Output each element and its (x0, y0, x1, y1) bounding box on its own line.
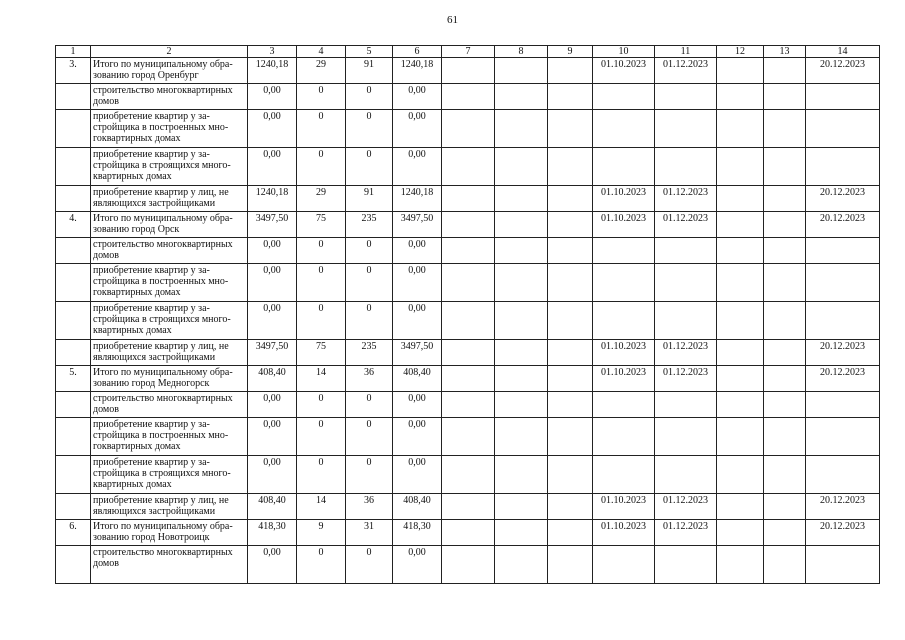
cell-c13 (764, 392, 806, 418)
table-row (56, 366, 880, 392)
cell-c9 (548, 418, 593, 456)
cell-c7 (442, 494, 495, 520)
header-row (56, 46, 880, 58)
cell-c12 (717, 418, 764, 456)
cell-c4: 14 (297, 366, 346, 392)
cell-c11 (655, 238, 717, 264)
cell-c3: 1240,18 (248, 186, 297, 212)
cell-num (56, 546, 91, 584)
cell-c10: 01.10.2023 (593, 366, 655, 392)
cell-num (56, 84, 91, 110)
cell-c3: 3497,50 (248, 212, 297, 238)
table-row (56, 340, 880, 366)
cell-c4: 0 (297, 456, 346, 494)
cell-c13 (764, 456, 806, 494)
cell-c9 (548, 340, 593, 366)
cell-desc: приобретение квартир у лиц, не являющихся застройщиками (91, 494, 248, 520)
cell-c4: 0 (297, 84, 346, 110)
cell-c10 (593, 392, 655, 418)
cell-c12 (717, 212, 764, 238)
cell-c13 (764, 494, 806, 520)
cell-num (56, 238, 91, 264)
column-header: 2 (91, 46, 248, 58)
cell-c12 (717, 264, 764, 302)
cell-c7 (442, 366, 495, 392)
cell-c6: 0,00 (393, 110, 442, 148)
cell-c7 (442, 340, 495, 366)
cell-c13 (764, 264, 806, 302)
cell-desc: Итого по муниципальному обра- зованию город Орск (91, 212, 248, 238)
cell-num (56, 302, 91, 340)
cell-desc: Итого по муниципальному обра- зованию город Новотроицк (91, 520, 248, 546)
cell-c12 (717, 58, 764, 84)
cell-c4: 0 (297, 264, 346, 302)
cell-c11 (655, 302, 717, 340)
cell-c14 (806, 110, 880, 148)
cell-c13 (764, 58, 806, 84)
cell-c6: 408,40 (393, 366, 442, 392)
cell-c14 (806, 302, 880, 340)
cell-c12 (717, 340, 764, 366)
cell-c8 (495, 302, 548, 340)
cell-c6: 0,00 (393, 418, 442, 456)
cell-c8 (495, 212, 548, 238)
cell-num: 6. (56, 520, 91, 546)
cell-c3: 1240,18 (248, 58, 297, 84)
cell-c4: 14 (297, 494, 346, 520)
cell-c13 (764, 302, 806, 340)
column-header: 14 (806, 46, 880, 58)
table-row (56, 546, 880, 584)
cell-c3: 408,40 (248, 494, 297, 520)
cell-c5: 0 (346, 456, 393, 494)
cell-c5: 36 (346, 494, 393, 520)
cell-c3: 408,40 (248, 366, 297, 392)
cell-c8 (495, 340, 548, 366)
cell-c7 (442, 110, 495, 148)
cell-c9 (548, 148, 593, 186)
cell-c7 (442, 418, 495, 456)
cell-c9 (548, 84, 593, 110)
table-row (56, 418, 880, 456)
cell-c9 (548, 110, 593, 148)
cell-c10 (593, 418, 655, 456)
cell-c13 (764, 238, 806, 264)
cell-c14 (806, 238, 880, 264)
cell-c6: 0,00 (393, 264, 442, 302)
table-row (56, 58, 880, 84)
cell-c11 (655, 418, 717, 456)
column-header: 1 (56, 46, 91, 58)
cell-c4: 0 (297, 546, 346, 584)
cell-c7 (442, 148, 495, 186)
cell-c3: 0,00 (248, 84, 297, 110)
cell-c11: 01.12.2023 (655, 520, 717, 546)
cell-c10 (593, 546, 655, 584)
cell-c5: 36 (346, 366, 393, 392)
cell-c7 (442, 520, 495, 546)
cell-c6: 0,00 (393, 302, 442, 340)
table-row (56, 494, 880, 520)
cell-c11: 01.12.2023 (655, 58, 717, 84)
column-header: 5 (346, 46, 393, 58)
column-header: 8 (495, 46, 548, 58)
cell-desc: строительство многоквартирных домов (91, 84, 248, 110)
cell-c8 (495, 264, 548, 302)
table-row (56, 212, 880, 238)
table-row (56, 302, 880, 340)
cell-num (56, 110, 91, 148)
cell-c7 (442, 212, 495, 238)
cell-c3: 418,30 (248, 520, 297, 546)
cell-c5: 0 (346, 264, 393, 302)
cell-c14 (806, 148, 880, 186)
cell-c6: 0,00 (393, 546, 442, 584)
cell-c5: 0 (346, 84, 393, 110)
cell-c7 (442, 186, 495, 212)
cell-c9 (548, 238, 593, 264)
cell-c4: 0 (297, 110, 346, 148)
cell-c4: 0 (297, 238, 346, 264)
cell-c14 (806, 264, 880, 302)
cell-c12 (717, 148, 764, 186)
cell-c10: 01.10.2023 (593, 58, 655, 84)
column-header: 12 (717, 46, 764, 58)
cell-c13 (764, 366, 806, 392)
cell-c3: 0,00 (248, 418, 297, 456)
cell-c6: 3497,50 (393, 340, 442, 366)
cell-c8 (495, 520, 548, 546)
cell-c13 (764, 546, 806, 584)
cell-c3: 0,00 (248, 148, 297, 186)
cell-c3: 0,00 (248, 456, 297, 494)
cell-num (56, 340, 91, 366)
cell-c13 (764, 520, 806, 546)
cell-c9 (548, 392, 593, 418)
column-header: 9 (548, 46, 593, 58)
cell-c3: 0,00 (248, 110, 297, 148)
cell-desc: приобретение квартир у за- стройщика в строящихся много- квартирных домах (91, 148, 248, 186)
cell-c5: 31 (346, 520, 393, 546)
column-header: 6 (393, 46, 442, 58)
cell-c10 (593, 148, 655, 186)
cell-c8 (495, 148, 548, 186)
cell-c5: 91 (346, 186, 393, 212)
cell-c11 (655, 546, 717, 584)
cell-c11: 01.12.2023 (655, 494, 717, 520)
cell-desc: приобретение квартир у за- стройщика в построенных мно- гоквартирных домах (91, 110, 248, 148)
cell-desc: приобретение квартир у за- стройщика в построенных мно- гоквартирных домах (91, 418, 248, 456)
cell-c10: 01.10.2023 (593, 212, 655, 238)
cell-c13 (764, 84, 806, 110)
cell-c10 (593, 456, 655, 494)
cell-c3: 0,00 (248, 264, 297, 302)
cell-c6: 0,00 (393, 392, 442, 418)
cell-c11: 01.12.2023 (655, 366, 717, 392)
cell-c4: 0 (297, 148, 346, 186)
cell-num (56, 494, 91, 520)
cell-c12 (717, 238, 764, 264)
cell-c13 (764, 212, 806, 238)
cell-c4: 75 (297, 340, 346, 366)
cell-c12 (717, 520, 764, 546)
cell-c12 (717, 456, 764, 494)
cell-c13 (764, 340, 806, 366)
cell-c8 (495, 418, 548, 456)
cell-c14 (806, 456, 880, 494)
cell-c6: 3497,50 (393, 212, 442, 238)
cell-c8 (495, 186, 548, 212)
cell-c10 (593, 110, 655, 148)
table-row (56, 264, 880, 302)
cell-c13 (764, 110, 806, 148)
cell-c14 (806, 418, 880, 456)
cell-c6: 408,40 (393, 494, 442, 520)
cell-c3: 0,00 (248, 302, 297, 340)
table-row (56, 110, 880, 148)
cell-c3: 0,00 (248, 392, 297, 418)
cell-c14: 20.12.2023 (806, 58, 880, 84)
cell-c7 (442, 84, 495, 110)
cell-c12 (717, 302, 764, 340)
cell-c7 (442, 302, 495, 340)
page-number: 61 (447, 14, 458, 26)
cell-num (56, 148, 91, 186)
cell-c6: 1240,18 (393, 58, 442, 84)
cell-c7 (442, 58, 495, 84)
data-table (55, 45, 880, 584)
cell-desc: строительство многоквартирных домов (91, 392, 248, 418)
cell-c12 (717, 110, 764, 148)
cell-c8 (495, 392, 548, 418)
cell-c5: 91 (346, 58, 393, 84)
cell-num: 5. (56, 366, 91, 392)
cell-num: 4. (56, 212, 91, 238)
cell-c9 (548, 212, 593, 238)
cell-c10: 01.10.2023 (593, 494, 655, 520)
cell-c3: 0,00 (248, 238, 297, 264)
table-row (56, 392, 880, 418)
cell-c11 (655, 392, 717, 418)
cell-c6: 0,00 (393, 238, 442, 264)
cell-c9 (548, 546, 593, 584)
table-row (56, 84, 880, 110)
cell-c14: 20.12.2023 (806, 212, 880, 238)
cell-c9 (548, 520, 593, 546)
cell-c12 (717, 546, 764, 584)
table-row (56, 238, 880, 264)
cell-c5: 0 (346, 110, 393, 148)
cell-c11: 01.12.2023 (655, 212, 717, 238)
cell-c8 (495, 456, 548, 494)
cell-c8 (495, 58, 548, 84)
table-row (56, 456, 880, 494)
cell-c12 (717, 186, 764, 212)
cell-c12 (717, 494, 764, 520)
cell-c5: 0 (346, 238, 393, 264)
cell-c14: 20.12.2023 (806, 186, 880, 212)
cell-c4: 29 (297, 186, 346, 212)
cell-desc: приобретение квартир у лиц, не являющихся застройщиками (91, 186, 248, 212)
cell-c4: 0 (297, 418, 346, 456)
cell-c13 (764, 148, 806, 186)
cell-num (56, 418, 91, 456)
cell-c7 (442, 392, 495, 418)
cell-c8 (495, 110, 548, 148)
cell-num: 3. (56, 58, 91, 84)
cell-desc: приобретение квартир у за- стройщика в построенных мно- гоквартирных домах (91, 264, 248, 302)
cell-c11: 01.12.2023 (655, 186, 717, 212)
cell-c14: 20.12.2023 (806, 340, 880, 366)
cell-c11: 01.12.2023 (655, 340, 717, 366)
cell-c8 (495, 84, 548, 110)
table-row (56, 186, 880, 212)
cell-c6: 418,30 (393, 520, 442, 546)
cell-num (56, 456, 91, 494)
cell-desc: строительство многоквартирных домов (91, 546, 248, 584)
cell-c12 (717, 366, 764, 392)
cell-c8 (495, 494, 548, 520)
cell-c4: 0 (297, 392, 346, 418)
cell-c4: 9 (297, 520, 346, 546)
cell-c13 (764, 418, 806, 456)
cell-c5: 235 (346, 340, 393, 366)
cell-c6: 0,00 (393, 148, 442, 186)
column-header: 4 (297, 46, 346, 58)
column-header: 11 (655, 46, 717, 58)
column-header: 7 (442, 46, 495, 58)
column-header: 10 (593, 46, 655, 58)
cell-c9 (548, 186, 593, 212)
cell-num (56, 264, 91, 302)
cell-c6: 1240,18 (393, 186, 442, 212)
cell-c4: 75 (297, 212, 346, 238)
cell-c14: 20.12.2023 (806, 520, 880, 546)
cell-c9 (548, 494, 593, 520)
cell-c4: 29 (297, 58, 346, 84)
cell-c11 (655, 110, 717, 148)
cell-c10 (593, 238, 655, 264)
cell-c9 (548, 264, 593, 302)
cell-c4: 0 (297, 302, 346, 340)
cell-c11 (655, 84, 717, 110)
cell-desc: приобретение квартир у за- стройщика в строящихся много- квартирных домах (91, 456, 248, 494)
cell-c7 (442, 456, 495, 494)
cell-num (56, 392, 91, 418)
column-header: 3 (248, 46, 297, 58)
cell-c9 (548, 302, 593, 340)
cell-c7 (442, 264, 495, 302)
cell-c5: 0 (346, 546, 393, 584)
cell-desc: Итого по муниципальному обра- зованию город Медногорск (91, 366, 248, 392)
cell-c8 (495, 546, 548, 584)
cell-c5: 0 (346, 302, 393, 340)
cell-c14 (806, 392, 880, 418)
cell-c10 (593, 264, 655, 302)
cell-c6: 0,00 (393, 84, 442, 110)
column-header: 13 (764, 46, 806, 58)
cell-c10: 01.10.2023 (593, 340, 655, 366)
cell-c13 (764, 186, 806, 212)
cell-c3: 0,00 (248, 546, 297, 584)
cell-c11 (655, 456, 717, 494)
cell-c14 (806, 546, 880, 584)
cell-c11 (655, 264, 717, 302)
table-row (56, 148, 880, 186)
cell-c12 (717, 392, 764, 418)
cell-desc: строительство многоквартирных домов (91, 238, 248, 264)
cell-c8 (495, 366, 548, 392)
cell-desc: приобретение квартир у за- стройщика в строящихся много- квартирных домах (91, 302, 248, 340)
cell-desc: Итого по муниципальному обра- зованию город Оренбург (91, 58, 248, 84)
cell-c7 (442, 238, 495, 264)
cell-c14: 20.12.2023 (806, 494, 880, 520)
cell-c10: 01.10.2023 (593, 186, 655, 212)
cell-c5: 0 (346, 148, 393, 186)
cell-c10 (593, 84, 655, 110)
cell-c14: 20.12.2023 (806, 366, 880, 392)
cell-c9 (548, 366, 593, 392)
cell-c11 (655, 148, 717, 186)
cell-c8 (495, 238, 548, 264)
cell-desc: приобретение квартир у лиц, не являющихся застройщиками (91, 340, 248, 366)
cell-num (56, 186, 91, 212)
cell-c9 (548, 456, 593, 494)
cell-c14 (806, 84, 880, 110)
cell-c9 (548, 58, 593, 84)
cell-c3: 3497,50 (248, 340, 297, 366)
cell-c12 (717, 84, 764, 110)
cell-c5: 0 (346, 392, 393, 418)
cell-c10: 01.10.2023 (593, 520, 655, 546)
table-row (56, 520, 880, 546)
cell-c7 (442, 546, 495, 584)
cell-c5: 0 (346, 418, 393, 456)
cell-c6: 0,00 (393, 456, 442, 494)
cell-c10 (593, 302, 655, 340)
cell-c5: 235 (346, 212, 393, 238)
